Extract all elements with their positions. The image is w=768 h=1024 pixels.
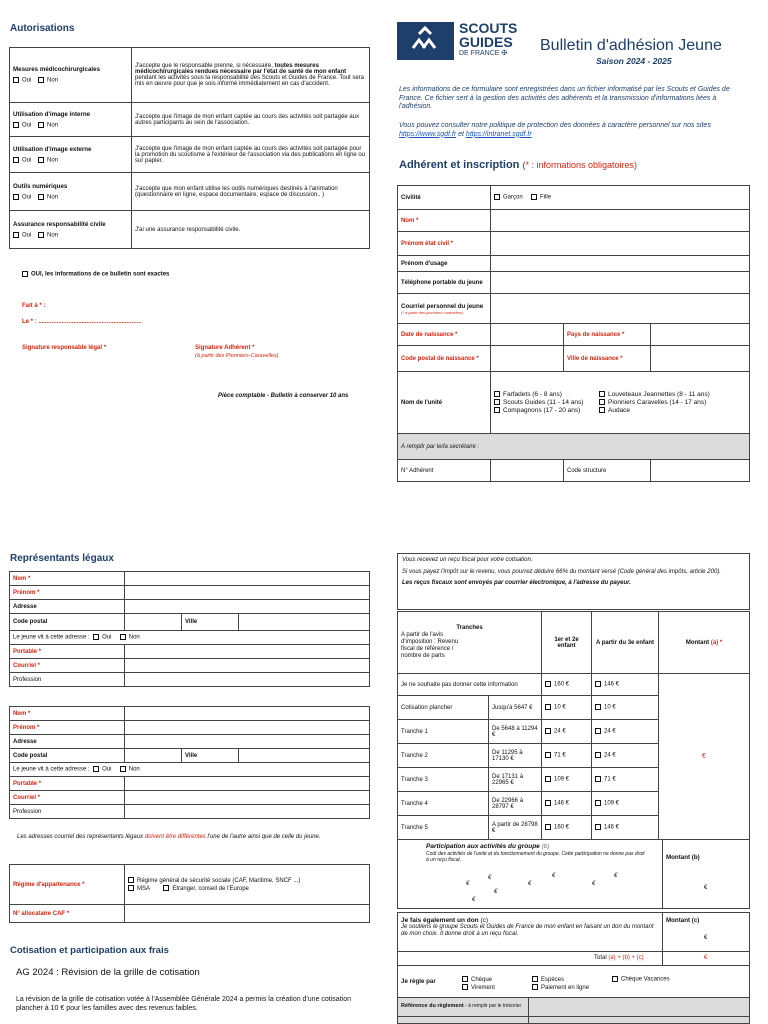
logo-text (459, 21, 517, 58)
prenom-label: Prénom état civil * (398, 232, 491, 256)
tranche3-v2: 24 € (604, 752, 616, 759)
ville-naissance-input[interactable] (651, 346, 750, 372)
payment-col1 (462, 976, 495, 992)
adherent-title (399, 159, 637, 171)
euro-mark: € (614, 873, 618, 879)
checkbox-medical-non[interactable] (38, 77, 44, 83)
tel-input[interactable] (491, 272, 750, 294)
rep1-ville-label: Ville (182, 614, 239, 631)
rep1-portable-label: Portable * (10, 645, 125, 659)
logo-line3: DE FRANCE ✠ (459, 50, 508, 57)
tranche4-v1: 109 € (554, 776, 570, 783)
rep1-profession-label: Profession (10, 673, 125, 687)
pay-especes: Espèces (541, 977, 565, 983)
checkbox-tranche1-v1[interactable] (545, 704, 551, 710)
checkbox-virement[interactable] (462, 984, 468, 990)
pay-virement: Virement (471, 985, 495, 991)
confirm-line (22, 271, 169, 278)
rep2-adresse-input[interactable] (125, 735, 370, 749)
participation-divider (662, 840, 663, 908)
checkbox-garcon[interactable] (494, 194, 500, 200)
rep1-non: Non (128, 634, 140, 641)
rep1-ville-input[interactable] (239, 614, 370, 631)
tranche-row-label: Tranche 1 (398, 720, 489, 744)
total-input[interactable]: € (704, 955, 708, 961)
auth-label-outils: Outils numériques (13, 182, 68, 190)
rep2-oui: Oui (102, 766, 112, 773)
rep2-profession-label: Profession (10, 805, 125, 819)
non-label: Non (47, 232, 59, 239)
checkbox-msa[interactable] (128, 885, 134, 891)
rep2-portable-label: Portable * (10, 777, 125, 791)
caf-input[interactable] (125, 905, 370, 923)
tel-label: Téléphone portable du jeune (398, 272, 491, 294)
regime-opt3: Etranger, conseil de l'Europe (172, 885, 249, 892)
total-row (397, 952, 750, 966)
tranche-row-label: Tranche 2 (398, 744, 489, 768)
auth-text-image-externe: J'accepte que l'image de mon enfant captée au cours des activités soit partagée pour la promotion du scoutisme à l'extérieur de l'association via des publications en ligne ou sur papier. (132, 137, 370, 173)
checkbox-tranche6-v1[interactable] (545, 824, 551, 830)
representant1-table (9, 571, 370, 687)
enfant12-header: 1er et 2e enfant (542, 612, 592, 674)
payment-col3 (612, 976, 670, 983)
tranche-range: De 5648 à 11294 € (489, 720, 542, 744)
tranches-h: Tranches (456, 625, 483, 631)
tranche5-v2: 109 € (604, 800, 620, 807)
rep1-courriel-input[interactable] (125, 659, 370, 673)
info-text-and: et (456, 130, 466, 138)
num-adherent-input[interactable] (491, 460, 564, 482)
checkbox-image-externe-non[interactable] (38, 157, 44, 163)
checkbox-cheque[interactable] (462, 976, 468, 982)
logo-badge (397, 22, 454, 60)
rep2-prenom-label: Prénom * (10, 721, 125, 735)
don-title: Je fais également un don (c) (401, 917, 489, 924)
rep2-vit-row (10, 763, 370, 777)
logo-line1: SCOUTS (459, 20, 518, 36)
reference-line (398, 1016, 749, 1017)
checkbox-compagnons[interactable] (494, 407, 500, 413)
unit-pionniers: Pionniers Caravelles (14 - 17 ans) (608, 398, 707, 406)
pays-input[interactable] (651, 324, 750, 346)
unite-label: Nom de l'unité (398, 372, 491, 434)
checkbox-tranche4-v2[interactable] (595, 776, 601, 782)
participation-title: Participation aux activités du groupe (b) (426, 843, 550, 850)
representants-title: Représentants légaux (10, 553, 114, 564)
checkbox-fille[interactable] (531, 194, 537, 200)
don-text: Je soutiens le groupe Scouts et Guides de France de mon enfant en faisant un don du montant de mon choix. Il donne droit à un reçu fiscal. (401, 924, 654, 937)
montant-c-input[interactable]: € (704, 935, 708, 941)
rep1-prenom-input[interactable] (125, 586, 370, 600)
rep1-oui: Oui (102, 634, 112, 641)
checkbox-tranche5-v2[interactable] (595, 800, 601, 806)
num-adherent-label: N° Adhérent (398, 460, 491, 482)
checkbox-scouts[interactable] (494, 399, 500, 405)
checkbox-tranche0-v2[interactable] (595, 681, 601, 687)
civilite-label: Civilité (398, 186, 491, 210)
non-label: Non (47, 77, 59, 84)
info-text-2-a: Vous pouvez consulter notre politique de protection des données à caractère personnel sur nos sites (399, 122, 711, 129)
autorisations-table (9, 47, 370, 249)
oui-label: Oui (22, 122, 32, 129)
rep1-nom-input[interactable] (125, 572, 370, 586)
tranches-header (398, 612, 542, 674)
checkbox-image-interne-non[interactable] (38, 122, 44, 128)
auth-text-outils: J'accepte que mon enfant utilise les outils numériques destinés à l'animation (questionnaire en ligne, espace documentaire, espace de discussion.. ) (132, 173, 370, 211)
checkbox-tranche5-v1[interactable] (545, 800, 551, 806)
signature-legal-label: Signature responsable légal * (22, 345, 107, 351)
checkbox-image-interne-oui[interactable] (13, 122, 19, 128)
date-naissance-input[interactable] (491, 324, 564, 346)
fiscal-impot: Si vous payez l'impôt sur le revenu, vous pourrez déduire 66% du montant versé (Code général des impôts, article 200). (402, 568, 721, 575)
regime-opt1: Régime général de sécurité sociale (CAF, Maritime, SNCF ...) (137, 877, 301, 884)
checkbox-rep1-oui[interactable] (93, 634, 99, 640)
checkbox-tranche4-v1[interactable] (545, 776, 551, 782)
payment-box (397, 966, 750, 998)
tranche6-v1: 160 € (554, 824, 570, 831)
checkbox-outils-oui[interactable] (13, 194, 19, 200)
cp-naissance-label: Code postal de naissance * (398, 346, 491, 372)
oui-label: Oui (22, 157, 32, 164)
tranche0-v1: 160 € (554, 681, 570, 688)
tranche3-v1: 71 € (554, 752, 566, 759)
unit-audace: Audace (608, 406, 631, 414)
tranche2-v2: 24 € (604, 728, 616, 735)
secretaire-note: A remplir par le/la secrétaire : (398, 434, 750, 460)
tranche-row-label: Tranche 5 (398, 816, 489, 840)
caf-label: N° allocataire CAF * (10, 905, 125, 923)
unit-farfadets: Farfadets (6 - 8 ans) (503, 390, 562, 398)
montant-b-label: Montant (b) (666, 854, 700, 861)
tranche-row-label: Tranche 3 (398, 768, 489, 792)
euro-mark: € (552, 873, 556, 879)
euro-mark: € (472, 897, 476, 903)
tranches-table (397, 611, 750, 840)
ag-title: AG 2024 : Révision de la grille de cotisation (16, 967, 200, 978)
rep1-cp-input[interactable] (125, 614, 182, 631)
checkbox-rep1-non[interactable] (120, 634, 126, 640)
rep1-courriel-label: Courriel * (10, 659, 125, 673)
prenom-usage-label: Prénom d'usage (398, 256, 491, 272)
form-title: Bulletin d'adhésion Jeune (540, 37, 722, 54)
auth-text-image-interne: J'accepte que l'image de mon enfant captée au cours des activités soit partagée aux autres participants au sein de l'association. (132, 103, 370, 137)
pays-label: Pays de naissance * (564, 324, 651, 346)
checkbox-medical-oui[interactable] (13, 77, 19, 83)
fiscal-envoi: Les reçus fiscaux sont envoyés par courrier électronique, à l'adresse du payeur. (402, 580, 631, 586)
checkbox-louveteaux[interactable] (599, 391, 605, 397)
info-text-1: Les informations de ce formulaire sont enregistrées dans un fichier informatisé par les Scouts et Guides de France. Ce fichier sert à la gestion des activités des adhérents et la transmission d'informations liées à l'adhésion. (399, 86, 730, 110)
unit-scouts: Scouts Guides (11 - 14 ans) (503, 398, 584, 406)
checkbox-pionniers[interactable] (599, 399, 605, 405)
participation-text: Coût des activités de l'unité et du fonctionnement du groupe. Cette participation ne donne pas droit à un reçu fiscal. (426, 851, 645, 863)
montant-b-input[interactable]: € (704, 885, 708, 891)
rep2-portable-input[interactable] (125, 777, 370, 791)
info-text-2 (399, 122, 749, 139)
checkbox-confirm[interactable] (22, 271, 28, 277)
rep1-prenom-label: Prénom * (10, 586, 125, 600)
rep1-cp-label: Code postal (10, 614, 125, 631)
adherent-table (397, 185, 750, 482)
rep2-cp-label: Code postal (10, 749, 125, 763)
link-intranet[interactable]: https://intranet.sgdf.fr (465, 130, 532, 138)
checkbox-audace[interactable] (599, 407, 605, 413)
checkbox-especes[interactable] (532, 976, 538, 982)
rep2-ville-input[interactable] (239, 749, 370, 763)
code-structure-input[interactable] (651, 460, 750, 482)
ag-text: La révision de la grille de cotisation votée à l'Assemblée Générale 2024 a permis la création d'une cotisation plancher à 10 € pour les familles avec des revenus faibles. (16, 996, 351, 1012)
rep2-vit-label: Le jeune vit à cette adresse : (13, 766, 90, 773)
oui-label: Oui (22, 232, 32, 239)
pay-cheque-vacances: Chèque Vacances (621, 976, 670, 983)
auth-text-assurance: J'ai une assurance responsabilité civile. (132, 211, 370, 249)
cotisation-title: Cotisation et participation aux frais (10, 945, 169, 956)
tranches-sub: A partir de l'avis d'imposition : Revenu fiscal de référence / nombre de parts (401, 632, 459, 659)
garcon-label: Garçon (503, 194, 523, 201)
signature-adherent-note: (à partir des Pionniers-Caravelles) (195, 353, 279, 359)
checkbox-rep2-non[interactable] (120, 766, 126, 772)
courriel-input[interactable] (491, 294, 750, 324)
oui-label: Oui (22, 77, 32, 84)
tranche5-v1: 146 € (554, 800, 570, 807)
pay-cheque: Chèque (471, 977, 493, 983)
regime-table (9, 864, 370, 923)
payment-col2 (532, 976, 589, 992)
checkbox-tranche3-v2[interactable] (595, 752, 601, 758)
auth-text-medical: J'accepte que le responsable prenne, si nécessaire, toutes mesures médicochirurgicales rendues nécessaire par l'état de santé de mon enfant pendant les activités sous la responsabilité des Scouts et Guides de France. Tout sera mis en œuvre pour que je sois informé immédiatement en cas d'accident. (132, 48, 370, 103)
rep1-profession-input[interactable] (125, 673, 370, 687)
courriel-note-rep: Les adresses courriel des représentants légaux doivent être différentes l'une de l'autre ainsi que de celle du jeune. (17, 834, 321, 840)
fiscal-box (397, 553, 750, 610)
regime-label: Régime d'appartenance * (10, 865, 125, 905)
representant2-table (9, 706, 370, 819)
rep2-profession-input[interactable] (125, 805, 370, 819)
checkbox-farfadets[interactable] (494, 391, 500, 397)
non-label: Non (47, 122, 59, 129)
reference-box (397, 998, 750, 1024)
checkbox-tranche3-v1[interactable] (545, 752, 551, 758)
date-naissance-label: Date de naissance * (398, 324, 491, 346)
rep2-prenom-input[interactable] (125, 721, 370, 735)
checkbox-outils-non[interactable] (38, 194, 44, 200)
autorisations-title: Autorisations (10, 23, 75, 34)
tranche2-v1: 24 € (554, 728, 566, 735)
rep1-portable-input[interactable] (125, 645, 370, 659)
checkbox-regime-general[interactable] (128, 877, 134, 883)
euro-mark: € (528, 881, 532, 887)
signature-adherent-label: Signature Adhérent * (195, 345, 255, 351)
checkbox-rep2-oui[interactable] (93, 766, 99, 772)
tranche-row-label: Je ne souhaite pas donner cette information (398, 674, 542, 696)
tranche6-v2: 146 € (604, 824, 620, 831)
oui-label: Oui (22, 194, 32, 201)
unit-compagnons: Compagnons (17 - 20 ans) (503, 406, 581, 414)
checkbox-etranger[interactable] (163, 885, 169, 891)
checkbox-tranche6-v2[interactable] (595, 824, 601, 830)
season-label: Saison 2024 - 2025 (596, 56, 672, 66)
date-field[interactable]: Le * : .............................................................. (22, 319, 142, 325)
courriel-label: Courriel personnel du jeune (401, 302, 484, 310)
euro-mark: € (592, 881, 596, 887)
fait-a-field[interactable]: Fait à * : (22, 303, 46, 309)
don-box (397, 912, 750, 952)
prenom-usage-input[interactable] (491, 256, 750, 272)
rep1-nom-label: Nom * (10, 572, 125, 586)
fille-label: Fille (540, 194, 552, 201)
nom-label: Nom * (398, 210, 491, 232)
enfant3-header: A partir du 3e enfant (592, 612, 659, 674)
participation-box (397, 839, 750, 909)
tranche-range: Jusqu'à 5647 € (489, 696, 542, 720)
non-label: Non (47, 194, 59, 201)
piece-comptable-note: Pièce comptable - Bulletin à conserver 10 ans (218, 393, 349, 399)
reference-label: Référence du règlement - à remplir par le trésorier (401, 1003, 522, 1009)
euro-mark: € (466, 881, 470, 887)
tranche-range: A partir de 28798 € (489, 816, 542, 840)
euro-mark: € (488, 875, 492, 881)
tranche-row-label: Cotisation plancher (398, 696, 489, 720)
auth-label-assurance: Assurance responsabilité civile (13, 220, 106, 228)
unit-louveteaux: Louveteaux Jeannettes (8 - 11 ans) (608, 390, 710, 398)
auth-label-medical: Mesures médicochirurgicales (13, 66, 101, 74)
regle-label: Je règle par (401, 978, 436, 985)
rep1-adresse-label: Adresse (10, 600, 125, 614)
courriel-note: (* à partir des pionniers caravelles) (401, 309, 463, 315)
checkbox-paiement-ligne[interactable] (532, 984, 538, 990)
ville-naissance-label: Ville de naissance * (564, 346, 651, 372)
tranche-range: De 17131 à 22965 € (489, 768, 542, 792)
adherent-title-text: Adhérent et inscription (399, 159, 520, 171)
total-label: Total (a) + (b) + (c) (594, 955, 644, 961)
montant-a-input[interactable]: € (659, 674, 750, 840)
rep2-adresse-label: Adresse (10, 735, 125, 749)
checkbox-tranche2-v2[interactable] (595, 728, 601, 734)
don-divider (662, 913, 663, 951)
rep1-adresse-input[interactable] (125, 600, 370, 614)
logo-line2: GUIDES (459, 34, 513, 50)
checkbox-assurance-non[interactable] (38, 232, 44, 238)
checkbox-image-externe-oui[interactable] (13, 157, 19, 163)
rep1-vit-row (10, 631, 370, 645)
reference-divider (528, 998, 529, 1024)
tranche-range: De 11295 à 17130 € (489, 744, 542, 768)
rep2-courriel-label: Courriel * (10, 791, 125, 805)
auth-label-image-interne: Utilisation d'image interne (13, 110, 91, 118)
prenom-input[interactable] (491, 232, 750, 256)
tranche4-v2: 71 € (604, 776, 616, 783)
nom-input[interactable] (491, 210, 750, 232)
confirm-label: OUI, les informations de ce bulletin sont exactes (31, 271, 170, 278)
regime-opt2: MSA (137, 885, 151, 892)
link-sgdf[interactable]: https://www.sgdf.fr (399, 130, 457, 138)
rep1-vit-label: Le jeune vit à cette adresse : (13, 634, 90, 641)
tranche-row-label: Tranche 4 (398, 792, 489, 816)
rep2-nom-label: Nom * (10, 707, 125, 721)
auth-label-image-externe: Utilisation d'image externe (13, 145, 92, 153)
rep2-non: Non (128, 766, 140, 773)
checkbox-tranche0-v1[interactable] (545, 681, 551, 687)
checkbox-assurance-oui[interactable] (13, 232, 19, 238)
rep2-nom-input[interactable] (125, 707, 370, 721)
tranche1-v1: 10 € (554, 704, 566, 711)
oblig-note: (* : informations obligatoires) (522, 160, 638, 170)
fleur-logo-icon (397, 22, 454, 60)
tranche0-v2: 146 € (604, 681, 620, 688)
montant-c-label: Montant (c) (666, 917, 700, 924)
rep2-courriel-input[interactable] (125, 791, 370, 805)
code-structure-label: Code structure (564, 460, 651, 482)
rep2-cp-input[interactable] (125, 749, 182, 763)
rep2-ville-label: Ville (182, 749, 239, 763)
cp-naissance-input[interactable] (491, 346, 564, 372)
tranche1-v2: 10 € (604, 704, 616, 711)
tranche-range: De 22966 à 28797 € (489, 792, 542, 816)
fiscal-recu: Vous recevez un reçu fiscal pour votre cotisation. (402, 557, 533, 563)
checkbox-cheque-vacances[interactable] (612, 976, 618, 982)
pay-en-ligne: Paiement en ligne (541, 985, 590, 991)
total-divider (662, 952, 663, 965)
montant-a-header: Montant (a) * (659, 612, 750, 674)
checkbox-tranche1-v2[interactable] (595, 704, 601, 710)
non-label: Non (47, 157, 59, 164)
checkbox-tranche2-v1[interactable] (545, 728, 551, 734)
euro-mark: € (494, 889, 498, 895)
